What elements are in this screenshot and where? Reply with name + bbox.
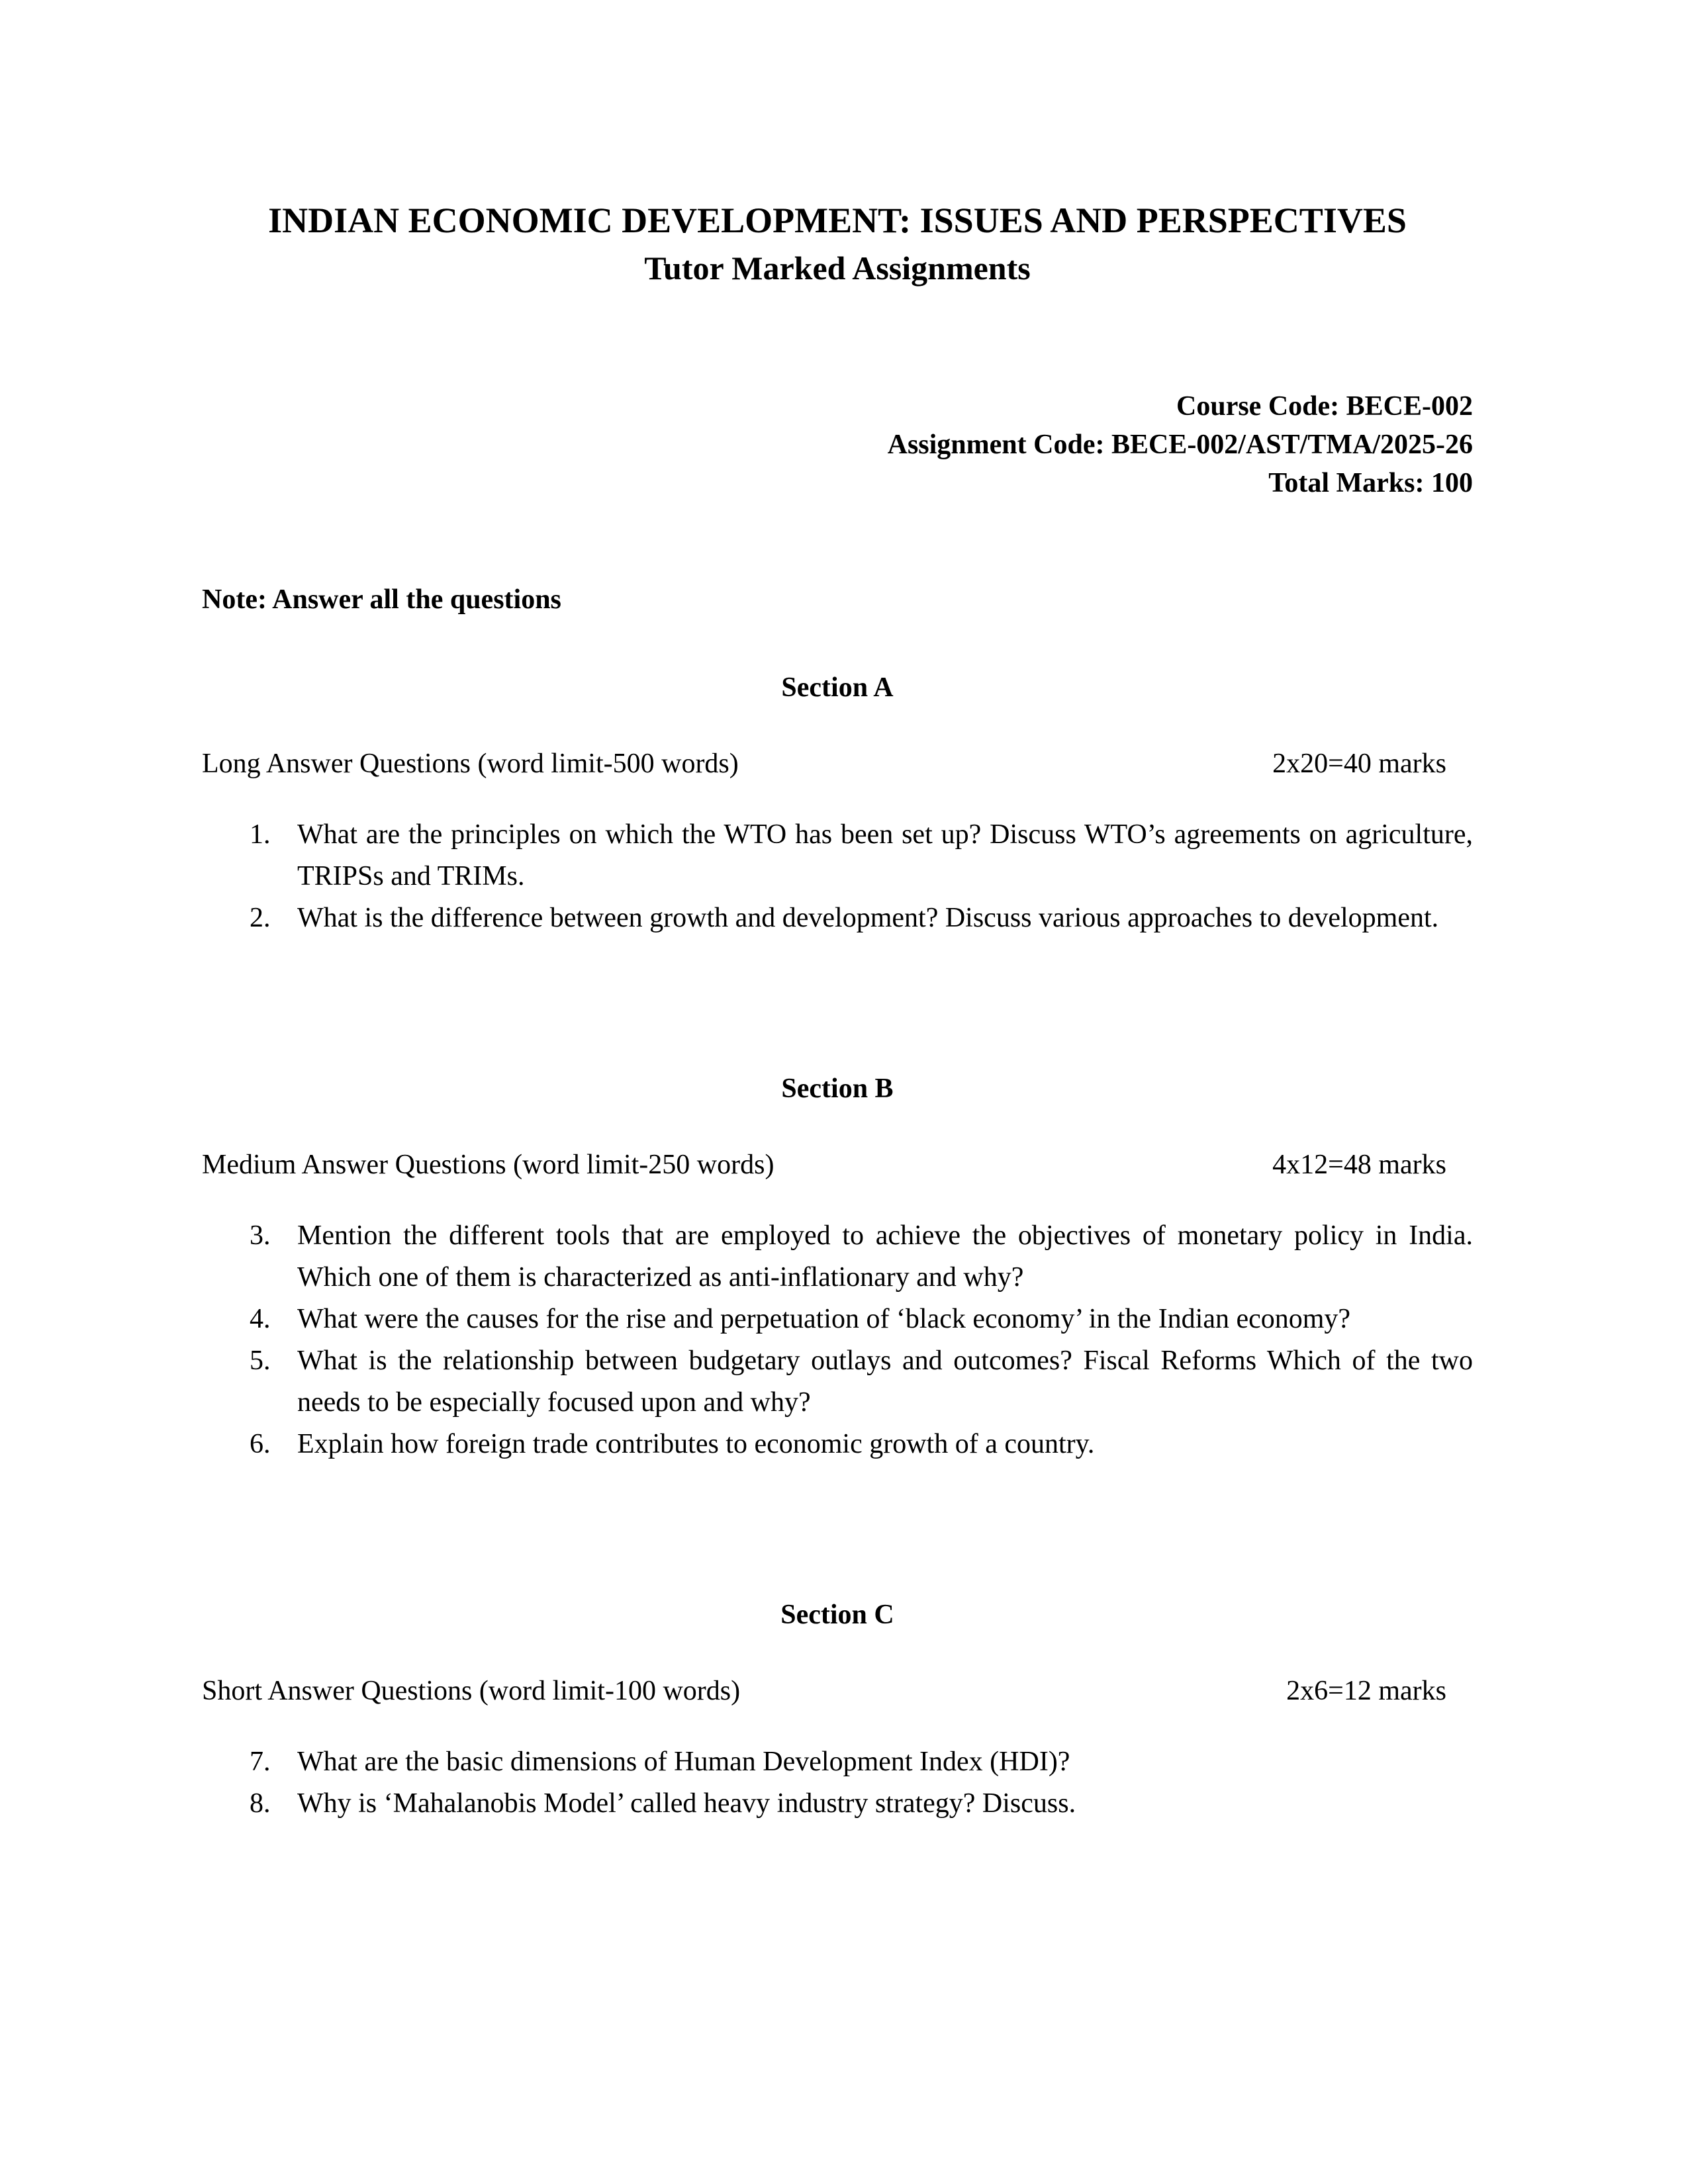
section-a-description: Long Answer Questions (word limit-500 words)	[202, 748, 739, 779]
question-8-number: 8.	[250, 1788, 271, 1819]
section-c-desc-row	[202, 1670, 1473, 1712]
section-c-heading: Section C	[780, 1599, 894, 1630]
question-6-number: 6.	[250, 1428, 271, 1459]
total-marks: Total Marks: 100	[1268, 467, 1473, 498]
question-6-text: Explain how foreign trade contributes to economic growth of a country.	[297, 1428, 1095, 1459]
section-c-question-list	[202, 1741, 1473, 1825]
assignment-code: Assignment Code: BECE-002/AST/TMA/2025-26	[887, 429, 1473, 460]
course-code: Course Code: BECE-002	[1176, 391, 1473, 422]
section-a-desc-row	[202, 743, 1473, 785]
question-5	[202, 1340, 1473, 1424]
question-7	[202, 1741, 1473, 1783]
course-meta-block	[202, 388, 1473, 503]
document-subtitle: Tutor Marked Assignments	[644, 249, 1031, 287]
question-6	[202, 1424, 1473, 1465]
question-7-text: What are the basic dimensions of Human Development Index (HDI)?	[297, 1746, 1070, 1777]
section-c-marks: 2x6=12 marks	[1286, 1675, 1446, 1706]
question-1-text: What are the principles on which the WTO has been set up? Discuss WTO’s agreements on agriculture, TRIPSs and TRIMs.	[297, 819, 1473, 891]
question-7-number: 7.	[250, 1746, 271, 1777]
question-5-number: 5.	[250, 1345, 271, 1376]
section-b-description: Medium Answer Questions (word limit-250 words)	[202, 1149, 774, 1180]
question-8	[202, 1783, 1473, 1825]
question-4	[202, 1298, 1473, 1340]
note-line: Note: Answer all the questions	[202, 584, 561, 615]
question-3-text: Mention the different tools that are employed to achieve the objectives of monetary policy in India. Which one of them is characterized as anti-inflationary and why?	[297, 1220, 1473, 1293]
question-1	[202, 814, 1473, 897]
question-5-text: What is the relationship between budgetary outlays and outcomes? Fiscal Reforms Which of the two needs to be especially focused upon and why?	[297, 1345, 1473, 1418]
section-c-description: Short Answer Questions (word limit-100 words)	[202, 1675, 741, 1706]
section-a-heading: Section A	[781, 672, 894, 703]
question-2	[202, 897, 1473, 939]
section-b-desc-row	[202, 1144, 1473, 1186]
section-b-heading: Section B	[781, 1073, 894, 1104]
section-b-question-list	[202, 1215, 1473, 1465]
question-3-number: 3.	[250, 1220, 271, 1251]
question-4-number: 4.	[250, 1303, 271, 1334]
section-b-marks: 4x12=48 marks	[1272, 1149, 1446, 1180]
section-a-marks: 2x20=40 marks	[1272, 748, 1446, 779]
section-a-question-list	[202, 814, 1473, 939]
question-4-text: What were the causes for the rise and perpetuation of ‘black economy’ in the Indian economy?	[297, 1303, 1351, 1334]
question-8-text: Why is ‘Mahalanobis Model’ called heavy industry strategy? Discuss.	[297, 1788, 1076, 1819]
question-3	[202, 1215, 1473, 1298]
question-2-text: What is the difference between growth and development? Discuss various approaches to development.	[297, 902, 1439, 933]
document-title: INDIAN ECONOMIC DEVELOPMENT: ISSUES AND PERSPECTIVES	[268, 201, 1407, 240]
question-2-number: 2.	[250, 902, 271, 933]
question-1-number: 1.	[250, 819, 271, 850]
